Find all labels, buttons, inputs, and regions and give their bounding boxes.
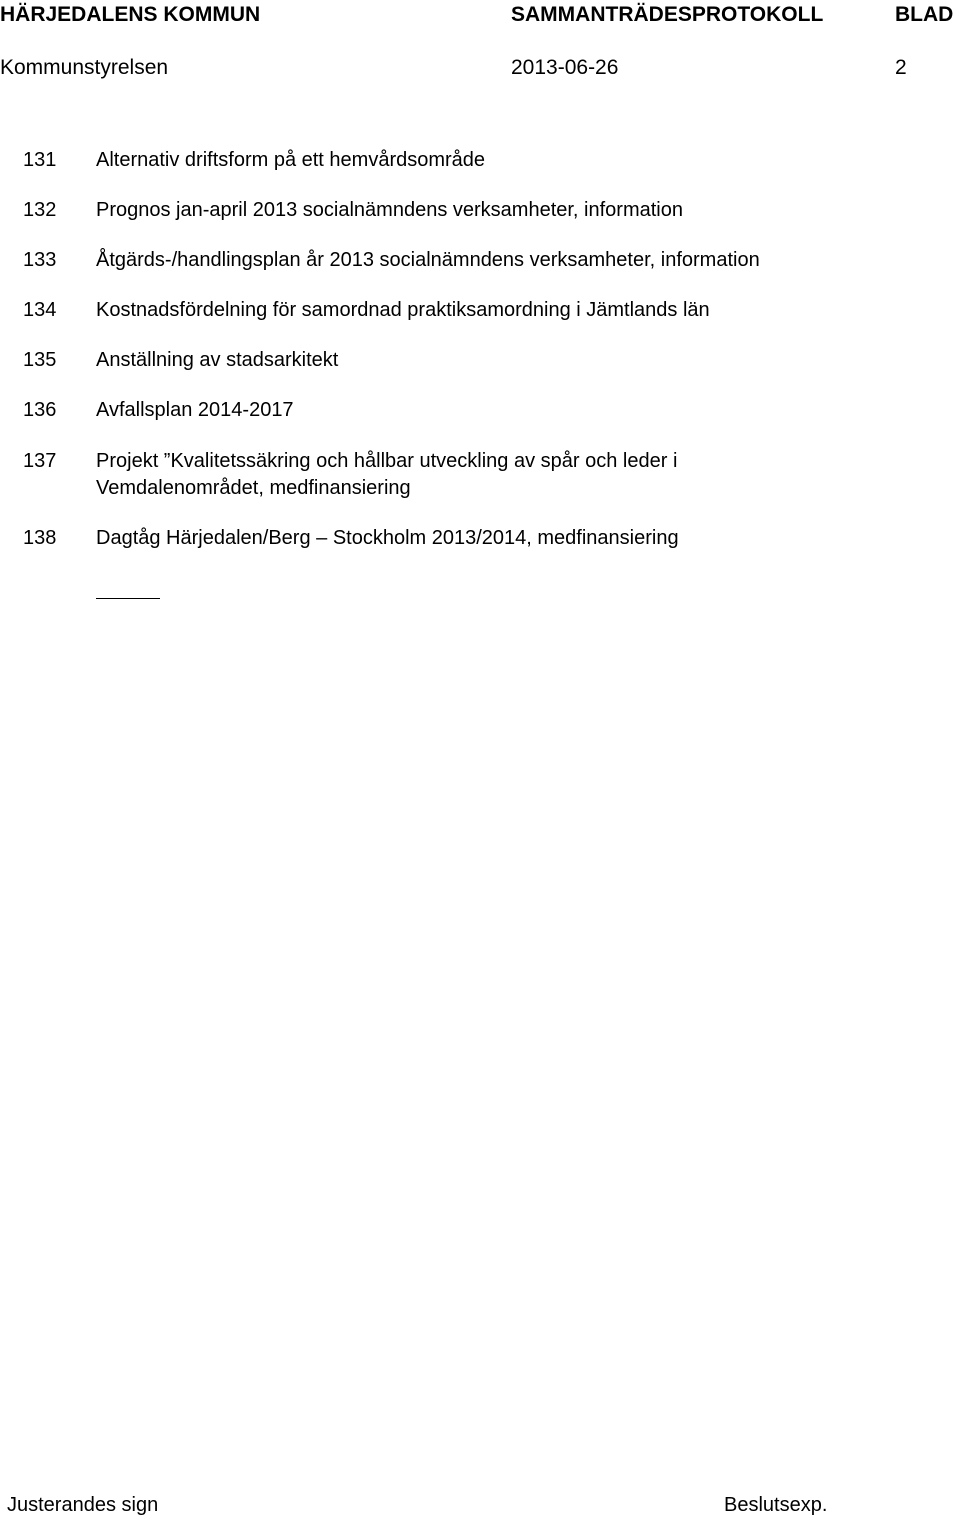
agenda-item-number: 131 — [23, 149, 57, 171]
adjuster-signature-label: Justerandes sign — [7, 1494, 159, 1516]
meeting-date: 2013-06-26 — [511, 56, 619, 79]
agenda-item-title: Avfallsplan 2014-2017 — [96, 399, 294, 421]
agenda-item-title-line1: Projekt ”Kvalitetssäkring och hållbar utveckling av spår och leder i — [96, 450, 678, 472]
agenda-item-number: 138 — [23, 527, 57, 549]
municipality-name: HÄRJEDALENS KOMMUN — [0, 3, 261, 26]
agenda-item-number: 136 — [23, 399, 57, 421]
decision-extract-label: Beslutsexp. — [724, 1494, 828, 1516]
committee-name: Kommunstyrelsen — [0, 56, 169, 79]
agenda-item-title: Anställning av stadsarkitekt — [96, 349, 339, 371]
agenda-item-title-line2: Vemdalenområdet, medfinansiering — [96, 477, 411, 499]
document-type: SAMMANTRÄDESPROTOKOLL — [511, 3, 824, 26]
sheet-label: BLAD — [895, 3, 954, 26]
list-end-rule — [96, 598, 160, 599]
page-number: 2 — [895, 56, 907, 79]
agenda-item-title: Prognos jan-april 2013 socialnämndens verksamheter, information — [96, 199, 683, 221]
agenda-item-title: Kostnadsfördelning för samordnad praktiksamordning i Jämtlands län — [96, 299, 710, 321]
agenda-item-title: Alternativ driftsform på ett hemvårdsområde — [96, 149, 486, 171]
agenda-item-number: 134 — [23, 299, 57, 321]
agenda-item-number: 133 — [23, 249, 57, 271]
agenda-item-title: Dagtåg Härjedalen/Berg – Stockholm 2013/2014, medfinansiering — [96, 527, 679, 549]
agenda-item-number: 135 — [23, 349, 57, 371]
agenda-item-number: 132 — [23, 199, 57, 221]
agenda-item-title: Åtgärds-/handlingsplan år 2013 socialnämndens verksamheter, information — [96, 249, 760, 271]
agenda-item-number: 137 — [23, 450, 57, 472]
